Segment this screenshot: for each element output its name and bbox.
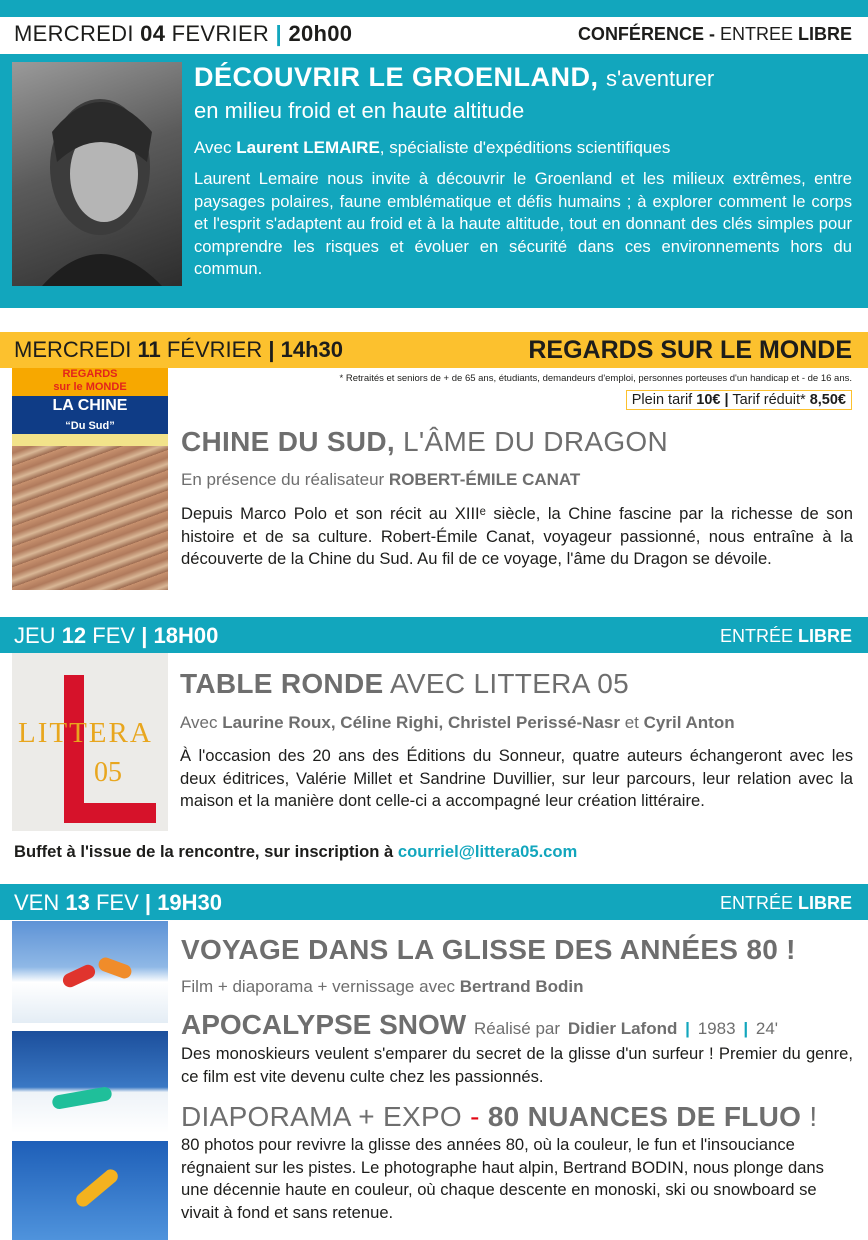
event3-guests: Avec Laurine Roux, Céline Righi, Christel Perissé-Nasr et Cyril Anton [180,713,735,732]
event2-poster [12,368,168,590]
email-link[interactable]: courriel@littera05.com [397,842,578,861]
event1-date: MERCREDI 04 FEVRIER | 20h00 [14,21,353,46]
film-description: Des monoskieurs veulent s'emparer du secret de la glisse d'un surfeur ! Premier du genre, ce film est vite devenu culte chez les passionnés. [181,1044,853,1086]
expo-title: DIAPORAMA + EXPO - 80 NUANCES DE FLUO ! [181,1101,818,1132]
event2-director: En présence du réalisateur ROBERT-ÉMILE CANAT [181,470,581,489]
event3-date: JEU 12 FEV | 18H00 [14,623,219,648]
logo-letter-l-base [64,803,156,823]
film-title: APOCALYPSE SNOW Réalisé par Didier Lafond | 1983 | 24' [181,1009,779,1040]
event3-description: À l'occasion des 20 ans des Éditions du Sonneur, quatre auteurs échangeront avec les deux éditrices, Valérie Millet et Sandrine Duvillier, sur leur parcours, leur relation avec la maison et la manière dont celle-ci a accompagné leur création littéraire. [180,746,853,810]
logo-number: 05 [94,757,122,788]
poster-title: LA CHINE “Du Sud” [12,396,168,434]
ski-photo-2 [12,1031,168,1133]
event1-description: Laurent Lemaire nous invite à découvrir le Groenland et les milieux extrêmes, entre paysages polaires, faune emblématique et défis humains ; à explorer comment le corps et l'esprit s'adaptent au froid et à la haute altitude, tout en donnant des clés simples pour comprendre les risques et évoluer en sécurité dans ces environnements hors du commun. [194,169,852,279]
event4-title: VOYAGE DANS LA GLISSE DES ANNÉES 80 ! [181,934,796,965]
event1-type: CONFÉRENCE - ENTREE LIBRE [577,24,852,44]
logo-word: LITTERA [18,717,153,749]
poster-brand: REGARDS sur le MONDE [12,368,168,396]
event3-title: TABLE RONDE AVEC LITTERA 05 [180,668,629,699]
event3-type: ENTRÉE LIBRE [719,626,852,646]
event4-type: ENTRÉE LIBRE [719,893,852,913]
event2-description: Depuis Marco Polo et son récit au XIIIᵉ siècle, la Chine fascine par la richesse de son histoire et de sa culture. Robert-Émile Canat, voyageur passionné, nous entraîne à la découverte de la Chine du Sud. Au fil de ce voyage, l'âme du Dragon se dévoile. [181,504,853,568]
event2-date: MERCREDI 11 FÉVRIER | 14h30 [14,337,344,362]
event3-buffet: Buffet à l'issue de la rencontre, sur inscription à courriel@littera05.com [14,842,578,861]
event1-title: DÉCOUVRIR LE GROENLAND, s'aventurer en milieu froid et en haute altitude [194,62,715,123]
event2-series: REGARDS SUR LE MONDE [528,336,852,364]
event4-guest: Film + diaporama + vernissage avec Bertrand Bodin [181,977,584,996]
event1-top-band [0,0,868,17]
event2-price-note: * Retraités et seniors de + de 65 ans, étudiants, demandeurs d'emploi, personnes porteuses d'un handicap et - de 16 ans. [339,373,852,384]
event1-speaker-photo [12,62,182,286]
event4-date: VEN 13 FEV | 19H30 [14,890,223,915]
expo-description: 80 photos pour revivre la glisse des années 80, où la couleur, le fun et l'insouciance régnaient sur les pistes. Le photographe haut alpin, Bertrand BODIN, nous plonge dans une décennie haute en couleur, où chaque descente en monoski, ski ou snowboard se vivait à fond et sans retenue. [181,1135,824,1222]
event2-price-box: Plein tarif 10€ | Tarif réduit* 8,50€ [626,390,852,410]
poster-rice-terraces-image [12,446,168,590]
event2-title: CHINE DU SUD, L'ÂME DU DRAGON [181,426,669,457]
ski-photo-3 [12,1141,168,1240]
event1-speaker: Avec Laurent LEMAIRE, spécialiste d'expéditions scientifiques [194,138,671,157]
littera05-logo [12,653,168,831]
ski-photo-1 [12,921,168,1023]
